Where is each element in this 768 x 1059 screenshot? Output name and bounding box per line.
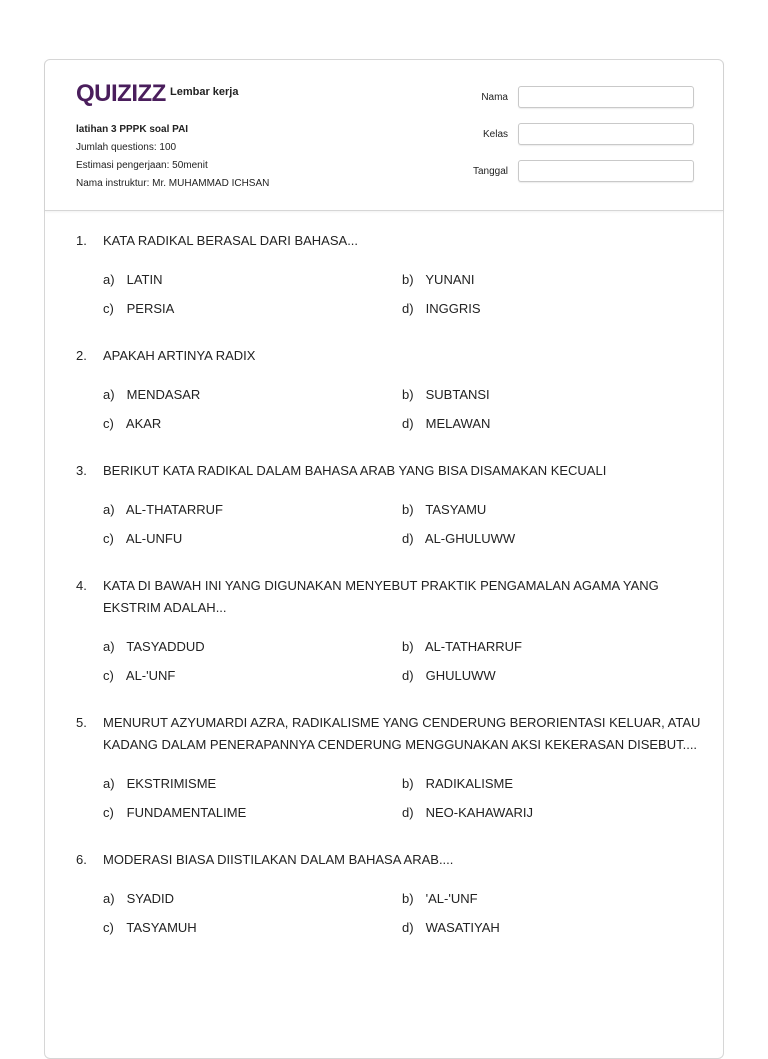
option-text: YUNANI bbox=[425, 272, 475, 287]
option-key: a) bbox=[103, 272, 115, 287]
answer-option bbox=[402, 798, 701, 827]
question-row bbox=[76, 345, 706, 367]
question-list bbox=[76, 230, 706, 964]
field-label-tanggal: Tanggal bbox=[472, 165, 508, 177]
option-key: c) bbox=[103, 301, 114, 316]
option-key: a) bbox=[103, 891, 115, 906]
answer-option bbox=[103, 913, 402, 942]
field-tanggal bbox=[425, 160, 694, 182]
question-count: Jumlah questions: 100 bbox=[76, 142, 177, 153]
answer-option bbox=[402, 769, 701, 798]
option-key: b) bbox=[402, 639, 414, 654]
kelas-input[interactable] bbox=[518, 123, 694, 145]
question-item bbox=[76, 712, 706, 827]
answer-options bbox=[103, 495, 706, 553]
answer-option bbox=[103, 661, 402, 690]
question-number: 3. bbox=[76, 463, 87, 478]
answer-option bbox=[402, 632, 701, 661]
answer-option bbox=[103, 524, 402, 553]
option-key: d) bbox=[402, 805, 414, 820]
answer-option bbox=[402, 380, 701, 409]
option-text: GHULUWW bbox=[425, 668, 496, 683]
worksheet-header bbox=[45, 60, 723, 211]
question-text: BERIKUT KATA RADIKAL DALAM BAHASA ARAB YANG BISA DISAMAKAN KECUALI bbox=[103, 463, 607, 478]
question-item bbox=[76, 575, 706, 690]
option-key: d) bbox=[402, 531, 414, 546]
option-text: AL-'UNF bbox=[125, 668, 176, 683]
option-key: b) bbox=[402, 502, 414, 517]
option-key: b) bbox=[402, 272, 414, 287]
answer-option bbox=[402, 884, 701, 913]
quizizz-logo: QUIZIZZ bbox=[76, 80, 166, 107]
instructor-name: Nama instruktur: Mr. MUHAMMAD ICHSAN bbox=[76, 178, 270, 189]
option-text: AL-TATHARRUF bbox=[424, 639, 522, 654]
option-key: d) bbox=[402, 920, 414, 935]
option-text: LATIN bbox=[126, 272, 163, 287]
field-kelas bbox=[425, 123, 694, 145]
quiz-meta bbox=[76, 121, 269, 193]
option-key: c) bbox=[103, 805, 114, 820]
question-number: 2. bbox=[76, 348, 87, 363]
answer-option bbox=[103, 884, 402, 913]
answer-option bbox=[103, 409, 402, 438]
option-text: SYADID bbox=[126, 891, 175, 906]
option-text: 'AL-'UNF bbox=[425, 891, 478, 906]
answer-option bbox=[103, 294, 402, 323]
question-number: 5. bbox=[76, 715, 87, 730]
option-text: PERSIA bbox=[126, 301, 175, 316]
question-item bbox=[76, 230, 706, 323]
question-row bbox=[76, 230, 706, 252]
answer-option bbox=[402, 524, 701, 553]
question-number: 4. bbox=[76, 578, 87, 593]
worksheet-card bbox=[44, 59, 724, 1059]
answer-options bbox=[103, 884, 706, 942]
answer-option bbox=[103, 632, 402, 661]
question-item bbox=[76, 345, 706, 438]
question-text: KATA RADIKAL BERASAL DARI BAHASA... bbox=[103, 233, 359, 248]
answer-option bbox=[103, 769, 402, 798]
question-text: MODERASI BIASA DIISTILAKAN DALAM BAHASA ARAB.... bbox=[103, 852, 454, 867]
option-text: TASYAMU bbox=[425, 502, 487, 517]
option-key: b) bbox=[402, 891, 414, 906]
option-text: AL-THATARRUF bbox=[125, 502, 223, 517]
option-text: SUBTANSI bbox=[425, 387, 490, 402]
option-key: c) bbox=[103, 920, 114, 935]
answer-option bbox=[402, 913, 701, 942]
option-text: INGGRIS bbox=[425, 301, 481, 316]
option-text: TASYADDUD bbox=[126, 639, 205, 654]
question-item bbox=[76, 849, 706, 942]
answer-option bbox=[103, 380, 402, 409]
option-text: AL-GHULUWW bbox=[424, 531, 516, 546]
answer-option bbox=[103, 798, 402, 827]
answer-option bbox=[402, 409, 701, 438]
answer-option bbox=[402, 265, 701, 294]
question-item bbox=[76, 460, 706, 553]
option-key: d) bbox=[402, 416, 414, 431]
option-text: AKAR bbox=[125, 416, 162, 431]
question-number: 1. bbox=[76, 233, 87, 248]
question-text: MENURUT AZYUMARDI AZRA, RADIKALISME YANG CENDERUNG BERORIENTASI KELUAR, ATAU KADANG DALAM PENERAPANNYA CENDERUNG MENGGUNAKAN AKSI KEKERASAN DISEBUT.... bbox=[103, 715, 701, 752]
option-key: c) bbox=[103, 668, 114, 683]
option-key: c) bbox=[103, 416, 114, 431]
question-text: APAKAH ARTINYA RADIX bbox=[103, 348, 256, 363]
answer-option bbox=[402, 661, 701, 690]
option-text: RADIKALISME bbox=[425, 776, 514, 791]
question-number: 6. bbox=[76, 852, 87, 867]
question-row bbox=[76, 575, 706, 619]
option-text: MELAWAN bbox=[425, 416, 491, 431]
option-key: d) bbox=[402, 668, 414, 683]
option-key: a) bbox=[103, 776, 115, 791]
tanggal-input[interactable] bbox=[518, 160, 694, 182]
option-text: NEO-KAHAWARIJ bbox=[425, 805, 534, 820]
option-text: TASYAMUH bbox=[126, 920, 197, 935]
option-text: EKSTRIMISME bbox=[126, 776, 217, 791]
answer-option bbox=[103, 265, 402, 294]
question-row bbox=[76, 712, 706, 756]
option-key: a) bbox=[103, 387, 115, 402]
field-label-kelas: Kelas bbox=[482, 128, 508, 140]
answer-option bbox=[402, 495, 701, 524]
answer-options bbox=[103, 632, 706, 690]
answer-options bbox=[103, 769, 706, 827]
option-key: a) bbox=[103, 639, 115, 654]
option-key: b) bbox=[402, 387, 414, 402]
estimated-time: Estimasi pengerjaan: 50menit bbox=[76, 160, 208, 171]
option-text: MENDASAR bbox=[126, 387, 201, 402]
option-key: a) bbox=[103, 502, 115, 517]
option-text: FUNDAMENTALIME bbox=[126, 805, 247, 820]
question-text: KATA DI BAWAH INI YANG DIGUNAKAN MENYEBUT PRAKTIK PENGAMALAN AGAMA YANG EKSTRIM ADALAH... bbox=[103, 578, 659, 615]
quiz-title: latihan 3 PPPK soal PAI bbox=[76, 124, 189, 135]
option-text: WASATIYAH bbox=[425, 920, 500, 935]
option-text: AL-UNFU bbox=[125, 531, 183, 546]
nama-input[interactable] bbox=[518, 86, 694, 108]
option-key: c) bbox=[103, 531, 114, 546]
field-nama bbox=[425, 86, 694, 108]
field-label-nama: Nama bbox=[481, 91, 508, 103]
option-key: d) bbox=[402, 301, 414, 316]
answer-options bbox=[103, 265, 706, 323]
answer-option bbox=[103, 495, 402, 524]
answer-options bbox=[103, 380, 706, 438]
question-row bbox=[76, 849, 706, 871]
question-row bbox=[76, 460, 706, 482]
answer-option bbox=[402, 294, 701, 323]
sheet-label: Lembar kerja bbox=[170, 86, 239, 98]
option-key: b) bbox=[402, 776, 414, 791]
